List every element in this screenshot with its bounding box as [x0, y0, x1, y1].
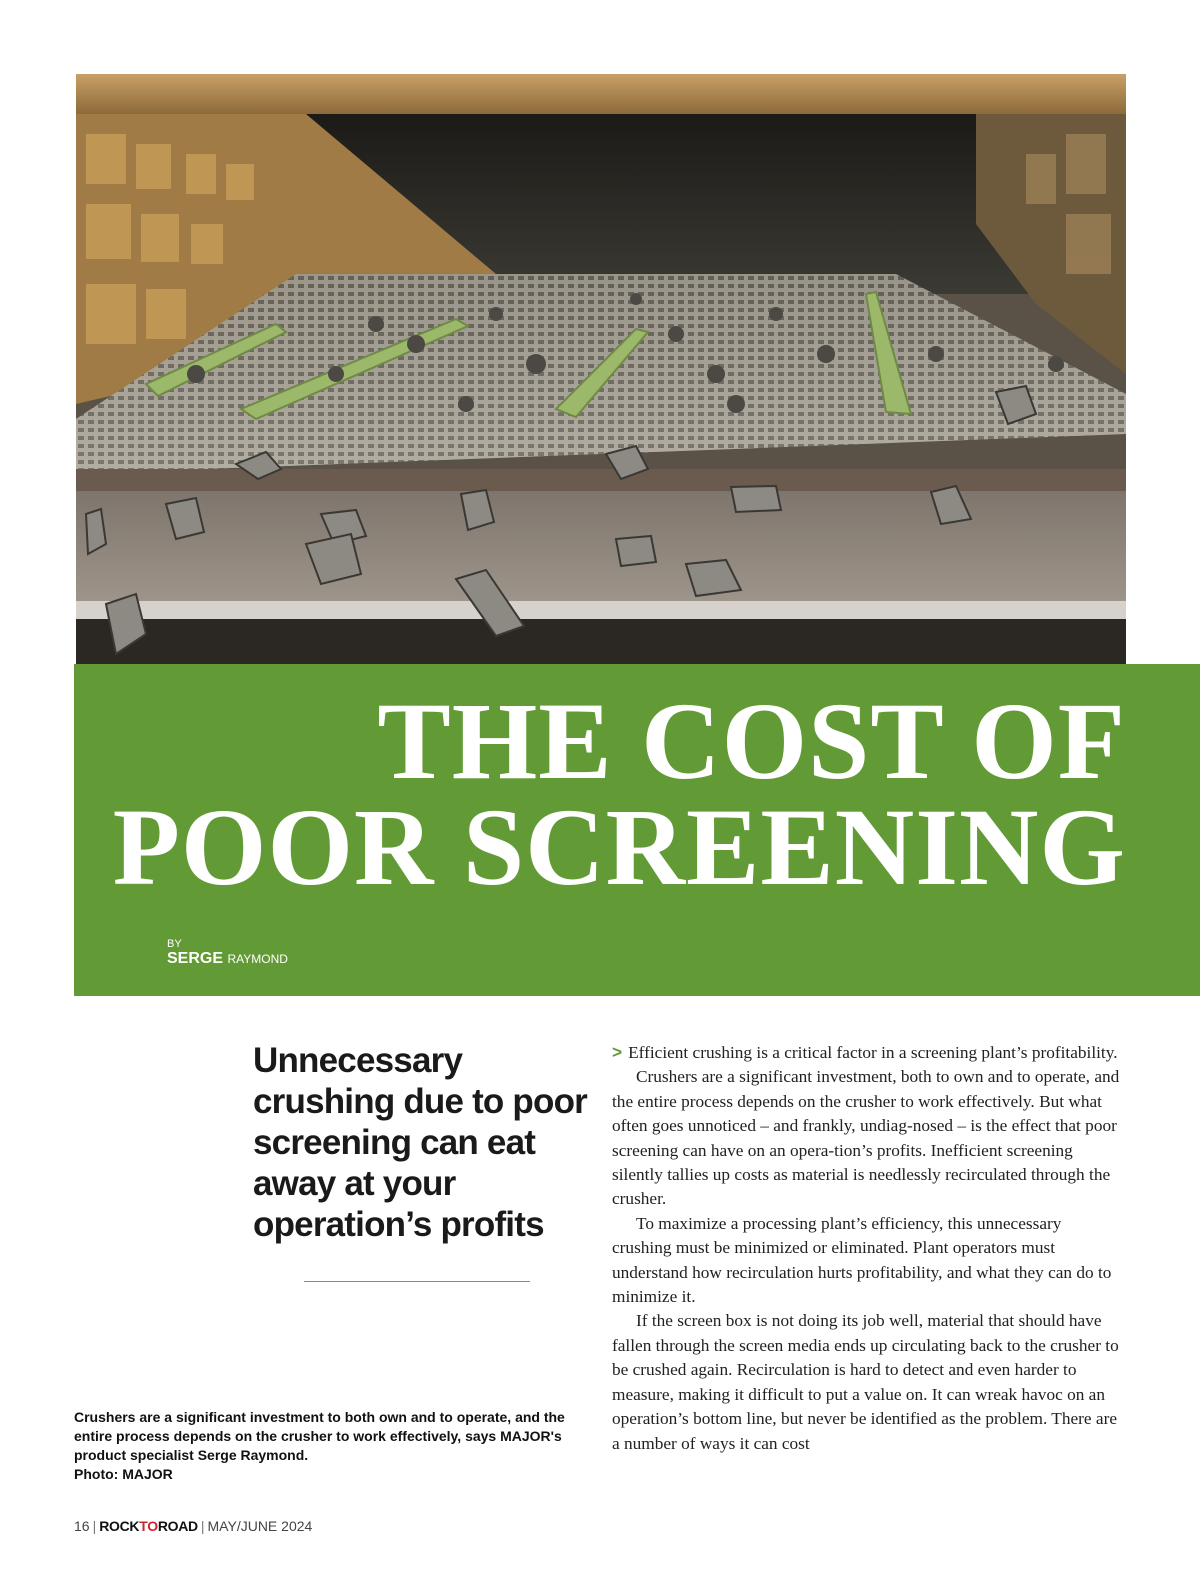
- article-deck: Unnecessary crushing due to poor screening can eat away at your operation’s profits: [253, 1041, 587, 1244]
- issue-date: MAY/JUNE 2024: [207, 1518, 313, 1534]
- article-body: [612, 1040, 1124, 1456]
- title-line-2: POOR SCREENING: [112, 786, 1126, 908]
- title-band: [74, 664, 1200, 996]
- body-paragraph-1: [612, 1040, 1124, 1065]
- title-line-1: THE COST OF: [377, 680, 1126, 802]
- chevron-right-icon: >: [612, 1042, 623, 1062]
- body-paragraph-1-text: Efficient crushing is a critical factor in a screening plant’s profitability.: [628, 1043, 1118, 1062]
- byline-label: BY: [167, 938, 182, 950]
- screen-deck-illustration: [76, 74, 1126, 666]
- page-footer: [74, 1518, 312, 1534]
- body-paragraph-2: Crushers are a significant investment, both to own and to operate, and the entire process depends on the crusher to work effectively. But what often goes unnoticed – and frankly, undiag-nosed – is the effect that poor screening can have on an opera-tion’s profits. Inefficient screening silently tallies up costs as material is needlessly recirculated through the crusher.: [612, 1067, 1120, 1209]
- brand-road: ROAD: [157, 1518, 198, 1534]
- body-paragraph-3: To maximize a processing plant’s efficiency, this unnecessary crushing must be minimized or eliminated. Plant operators must understand how recirculation hurts profitability, and what they can do to minimize it.: [612, 1213, 1112, 1307]
- article-title: [74, 680, 1126, 908]
- body-paragraph-4: If the screen box is not doing its job well, material that should have fallen through the screen media ends up circulating back to the crusher to be crushed again. Recirculation is hard to detect and even harder to measure, making it difficult to put a value on. It can wreak havoc on an operation’s bottom line, but never be identified as the problem. There are a number of ways it can cost: [612, 1311, 1119, 1453]
- byline: [167, 938, 288, 968]
- footer-separator: |: [92, 1518, 97, 1534]
- caption-credit: Photo: MAJOR: [74, 1466, 173, 1482]
- footer-separator-2: |: [200, 1518, 205, 1534]
- brand-to: TO: [139, 1518, 158, 1534]
- photo-caption: [74, 1408, 594, 1484]
- author-last-name: RAYMOND: [227, 952, 288, 966]
- page-number: 16: [74, 1518, 90, 1534]
- author-first-name: SERGE: [167, 950, 224, 967]
- brand-rock: ROCK: [99, 1518, 140, 1534]
- caption-text: Crushers are a significant investment to both own and to operate, and the entire process depends on the crusher to work effectively, says MAJOR's product specialist Serge Raymond.: [74, 1409, 565, 1463]
- deck-divider: [304, 1281, 530, 1282]
- hero-photo: [76, 74, 1126, 666]
- magazine-logo: [99, 1518, 198, 1534]
